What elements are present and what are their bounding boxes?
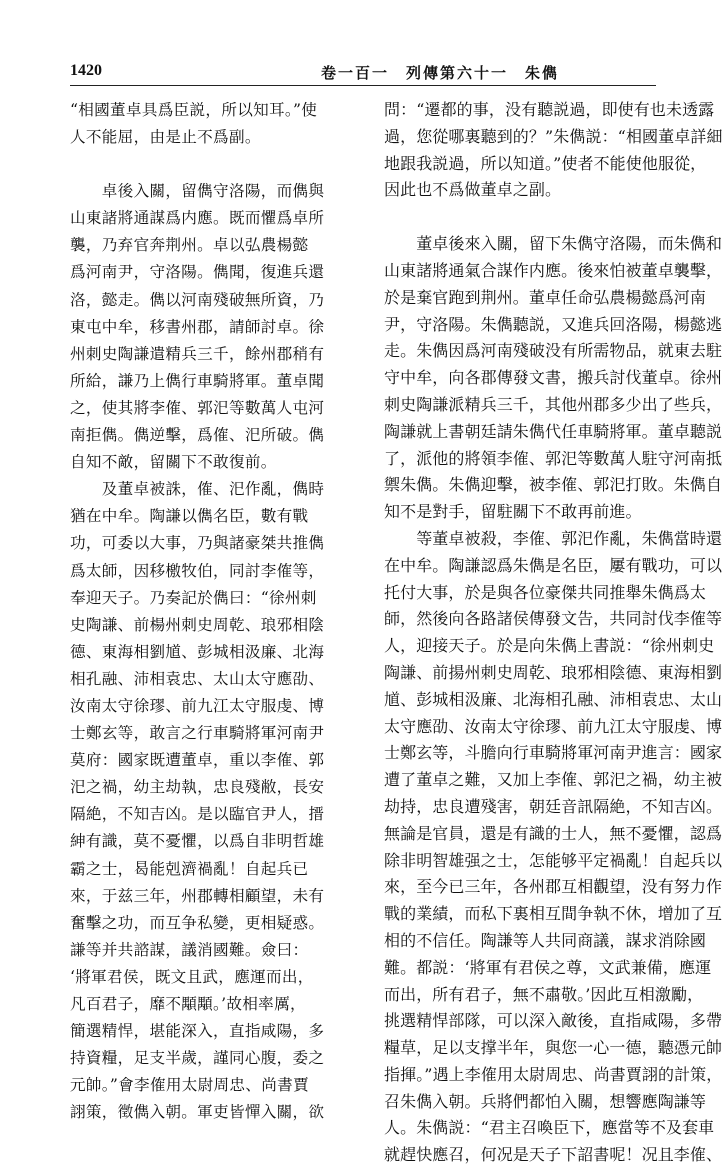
text-line: 遭了董卓之難，又加上李傕、郭汜之禍，幼主被 <box>384 770 723 790</box>
text-line: 托付大事，於是與各位豪傑共同推舉朱儁爲太 <box>384 582 707 602</box>
text-line: 莫府：國家既遭董卓，重以李傕、郭 <box>70 751 325 770</box>
text-line: 守中牟，向各郡傳發文書，搬兵討伐董卓。徐州 <box>384 368 723 388</box>
text-line: 等董卓被殺，李傕、郭汜作亂，朱儁當時還 <box>384 528 723 548</box>
text-line: ‘將軍君侯，既文且武，應運而出， <box>70 967 314 986</box>
text-line: 之，使其將李傕、郭汜等數萬人屯河 <box>70 398 325 417</box>
text-line: 師，然後向各路諸侯傳發文告，共同討伐李傕等 <box>384 609 723 629</box>
text-line: 問：“遷都的事，没有聽説過，即使有也未透露 <box>384 100 715 119</box>
text-line: 持資糧，足支半歲，謹同心腹，委之 <box>70 1049 325 1068</box>
text-line: 洛，懿走。儁以河南殘破無所資，乃 <box>70 290 325 309</box>
text-line: 糧草，足以支撑半年，與您一心一德，聽憑元帥 <box>384 1038 723 1058</box>
text-line: 自知不敵，留關下不敢復前。 <box>70 453 277 472</box>
text-line: 襲，乃弃官奔荆州。卓以弘農楊懿 <box>70 236 309 255</box>
text-line: 董卓後來入關，留下朱儁守洛陽，而朱儁和 <box>384 234 723 254</box>
text-line: 詡策，徵儁入朝。軍吏皆憚入關，欲 <box>70 1103 325 1122</box>
text-line: 太守應劭、汝南太守徐璆、前九江太守服虔、博 <box>384 716 723 736</box>
text-line: 猶在中牟。陶謙以儁名臣，數有戰 <box>70 507 309 526</box>
text-line: 謙等并共諮謀，議消國難。僉曰： <box>70 940 309 959</box>
text-line: 無論是官員，還是有識的士人，無不憂懼，認爲 <box>384 823 723 843</box>
text-line: 功，可委以大事，乃與諸豪桀共推儁 <box>70 534 325 553</box>
text-line: 州刺史陶謙遣精兵三千，餘州郡稍有 <box>70 344 325 363</box>
translation-text-column <box>384 97 723 1169</box>
text-line: 陶謙、前揚州刺史周乾、琅邪相陰德、東海相劉 <box>384 662 723 682</box>
text-line: 元帥。”會李傕用太尉周忠、尚書賈 <box>70 1076 309 1095</box>
text-line: 因此也不爲做董卓之副。 <box>384 180 562 200</box>
text-line: 人，迎接天子。於是向朱儁上書説：“徐州刺史 <box>384 636 715 656</box>
paragraph-gap <box>384 204 656 231</box>
text-line: 南拒儁。儁逆擊，爲傕、汜所破。儁 <box>70 426 325 445</box>
text-line: 召朱儁入朝。兵將們都怕入關，想響應陶謙等 <box>384 1091 707 1111</box>
text-line: 史陶謙、前楊州刺史周乾、琅邪相陰 <box>70 615 325 634</box>
text-line: 隔絶，不知吉凶。是以臨官尹人，搢 <box>70 805 325 824</box>
text-line: 挑選精悍部隊，可以深入敵後，直指咸陽，多帶 <box>384 1011 723 1031</box>
text-line: 奮擊之功，而互争私變，更相疑惑。 <box>70 913 325 932</box>
text-line: 爲河南尹，守洛陽。儁聞，復進兵還 <box>70 263 325 282</box>
text-line: 山東諸將通氣合謀作内應。後來怕被董卓襲擊， <box>384 260 723 280</box>
text-line: 相的不信任。陶謙等人共同商議，謀求消除國 <box>384 930 707 950</box>
text-line: 地跟我説過，所以知道。”使者不能使他服從， <box>384 153 707 173</box>
text-line: 於是棄官跑到荆州。董卓任命弘農楊懿爲河南 <box>384 287 707 307</box>
page-header <box>0 0 716 80</box>
text-line: “相國董卓具爲臣説，所以知耳。”使 <box>70 101 318 119</box>
text-line: 人。朱儁説：“君主召喚臣下，應當等不及套車 <box>384 1118 715 1138</box>
text-line: 簡選精悍，堪能深入，直指咸陽，多 <box>70 1022 325 1041</box>
text-line: 走。朱儁因爲河南殘破没有所需物品，就東去駐 <box>384 341 723 361</box>
text-line: 了，派他的將領李傕、郭汜等數萬人駐守河南抵 <box>384 448 723 468</box>
text-line: 相孔融、沛相袁忠、太山太守應劭、 <box>70 669 325 688</box>
paragraph-gap <box>70 151 342 178</box>
text-line: 東屯中牟，移書州郡，請師討卓。徐 <box>70 317 325 336</box>
text-line: 來，于兹三年，州郡轉相顧望，未有 <box>70 886 325 905</box>
text-line: 人不能屈，由是止不爲副。 <box>70 128 261 147</box>
text-line: 在中牟。陶謙認爲朱儁是名臣，屢有戰功，可以 <box>384 555 723 575</box>
text-line: 爲太師，因移檄牧伯，同討李傕等， <box>70 561 325 580</box>
text-line: 刺史陶謙派精兵三千，其他州郡多少出了些兵， <box>384 394 723 414</box>
text-line: 尹，守洛陽。朱儁聽説，又進兵回洛陽，楊懿逃 <box>384 314 723 334</box>
text-line: 奉迎天子。乃奏記於儁曰：“徐州刺 <box>70 588 317 607</box>
text-line: 禦朱儁。朱儁迎擊，被李傕、郭汜打敗。朱儁自 <box>384 475 723 495</box>
page-number: 1420 <box>70 62 102 79</box>
text-line: 就趕快應召，何况是天子下詔書呢！况且李傕、 <box>384 1145 723 1165</box>
text-line: 馗、彭城相汲廉、北海相孔融、沛相袁忠、太山 <box>384 689 723 709</box>
text-line: 士鄭玄等，斗膽向行車騎將軍河南尹進言：國家 <box>384 743 723 763</box>
text-line: 難。都説：‘將軍有君侯之尊，文武兼備，應運 <box>384 957 712 977</box>
text-line: 知不是對手，留駐關下不敢再前進。 <box>384 502 642 522</box>
text-line: 劫持，忠良遭殘害，朝廷音訊隔絶，不知吉凶。 <box>384 796 723 816</box>
text-line: 山東諸將通謀爲内應。既而懼爲卓所 <box>70 209 325 228</box>
text-line: 士鄭玄等，敢言之行車騎將軍河南尹 <box>70 724 325 743</box>
classical-text-column <box>70 97 342 1126</box>
text-line: 過，您從哪裏聽到的？”朱儁説：“相國董卓詳細 <box>384 126 723 146</box>
text-line: 所給，謙乃上儁行車騎將軍。董卓聞 <box>70 371 325 390</box>
text-line: 紳有識，莫不憂懼，以爲自非明哲雄 <box>70 832 325 851</box>
header-rule <box>70 85 656 86</box>
text-line: 德、東海相劉馗、彭城相汲廉、北海 <box>70 642 325 661</box>
text-line: 來，至今已三年，各州郡互相觀望，没有努力作 <box>384 877 723 897</box>
text-line: 卓後入關，留儁守洛陽，而儁與 <box>70 182 325 201</box>
text-line: 汜之禍，幼主劫執，忠良殘敝，長安 <box>70 778 325 797</box>
text-line: 霸之士，曷能剋濟禍亂！自起兵已 <box>70 859 309 878</box>
text-line: 陶謙就上書朝廷請朱儁代任車騎將軍。董卓聽説 <box>384 421 723 441</box>
text-line: 及董卓被誅，傕、汜作亂，儁時 <box>70 480 325 499</box>
text-line: 汝南太守徐璆、前九江太守服虔、博 <box>70 696 325 715</box>
text-line: 指揮。”遇上李傕用太尉周忠、尚書賈詡的計策， <box>384 1064 723 1084</box>
text-line: 戰的業績，而私下裏相互間争執不休，增加了互 <box>384 904 723 924</box>
text-line: 凡百君子，靡不顒顒。’故相率厲， <box>70 995 306 1013</box>
text-line: 而出，所有君子，無不肅敬。’因此互相激勵， <box>384 984 704 1004</box>
text-line: 除非明智雄强之士，怎能够平定禍亂！自起兵以 <box>384 850 723 870</box>
running-title: 卷一百一 列傳第六十一 朱儁 <box>320 64 559 82</box>
